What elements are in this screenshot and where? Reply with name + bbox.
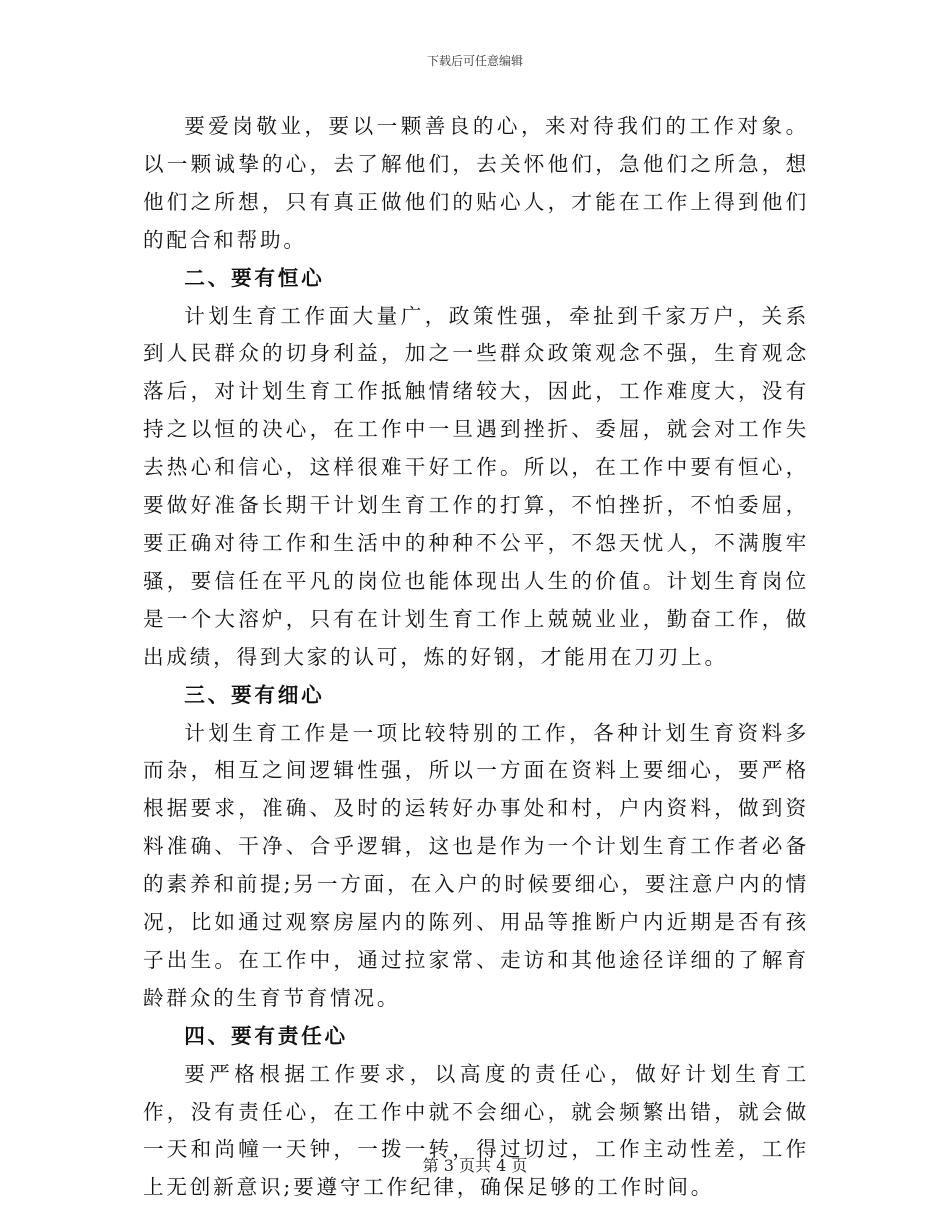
section-heading-2: 二、要有恒心 — [184, 265, 325, 290]
paragraph-3: 计划生育工作是一项比较特别的工作，各种计划生育资料多而杂，相互之间逻辑性强，所以一方面在资料上要细心，要严格根据要求，准确、及时的运转好办事处和村，户内资料，做到资料准确、干净、合乎逻辑，这也是作为一个计划生育工作者必备的素养和前提;另一方面，在入户的时候要细心，要注意户内的情况，比如通过观察房屋内的陈列、用品等推断户内近期是否有孩子出生。在工作中，通过拉家常、走访和其他途径详细的了解育龄群众的生育节育情况。 — [143, 720, 809, 1010]
section-heading-4: 四、要有责任心 — [184, 1023, 348, 1048]
paragraph-2: 计划生育工作面大量广，政策性强，牵扯到千家万户，关系到人民群众的切身利益，加之一些群众政策观念不强，生育观念落后，对计划生育工作抵触情绪较大，因此，工作难度大，没有持之以恒的决心，在工作中一旦遇到挫折、委屈，就会对工作失去热心和信心，这样很难干好工作。所以，在工作中要有恒心，要做好准备长期干计划生育工作的打算，不怕挫折，不怕委屈，要正确对待工作和生活中的种种不公平，不怨天忧人，不满腹牢骚，要信任在平凡的岗位也能体现出人生的价值。计划生育岗位是一个大溶炉，只有在计划生育工作上兢兢业业，勤奋工作，做出成绩，得到大家的认可，炼的好钢，才能用在刀刃上。 — [143, 303, 809, 669]
page-header: 下载后可任意编辑 — [426, 54, 523, 68]
paragraph-4: 要严格根据工作要求，以高度的责任心，做好计划生育工作，没有责任心，在工作中就不会细心，就会频繁出错，就会做一天和尚幢一天钟，一拨一转，得过切过，工作主动性差，工作上无创新意识;要遵守工作纪律，确保足够的工作时间。 — [143, 1061, 809, 1200]
page-number: 第 3 页共 4 页 — [422, 1156, 528, 1175]
section-heading-3: 三、要有细心 — [184, 682, 325, 707]
document-body — [143, 108, 809, 1207]
paragraph-1: 要爱岗敬业，要以一颗善良的心，来对待我们的工作对象。以一颗诚挚的心，去了解他们，去关怀他们，急他们之所急，想他们之所想，只有真正做他们的贴心人，才能在工作上得到他们的配合和帮助。 — [143, 114, 809, 252]
